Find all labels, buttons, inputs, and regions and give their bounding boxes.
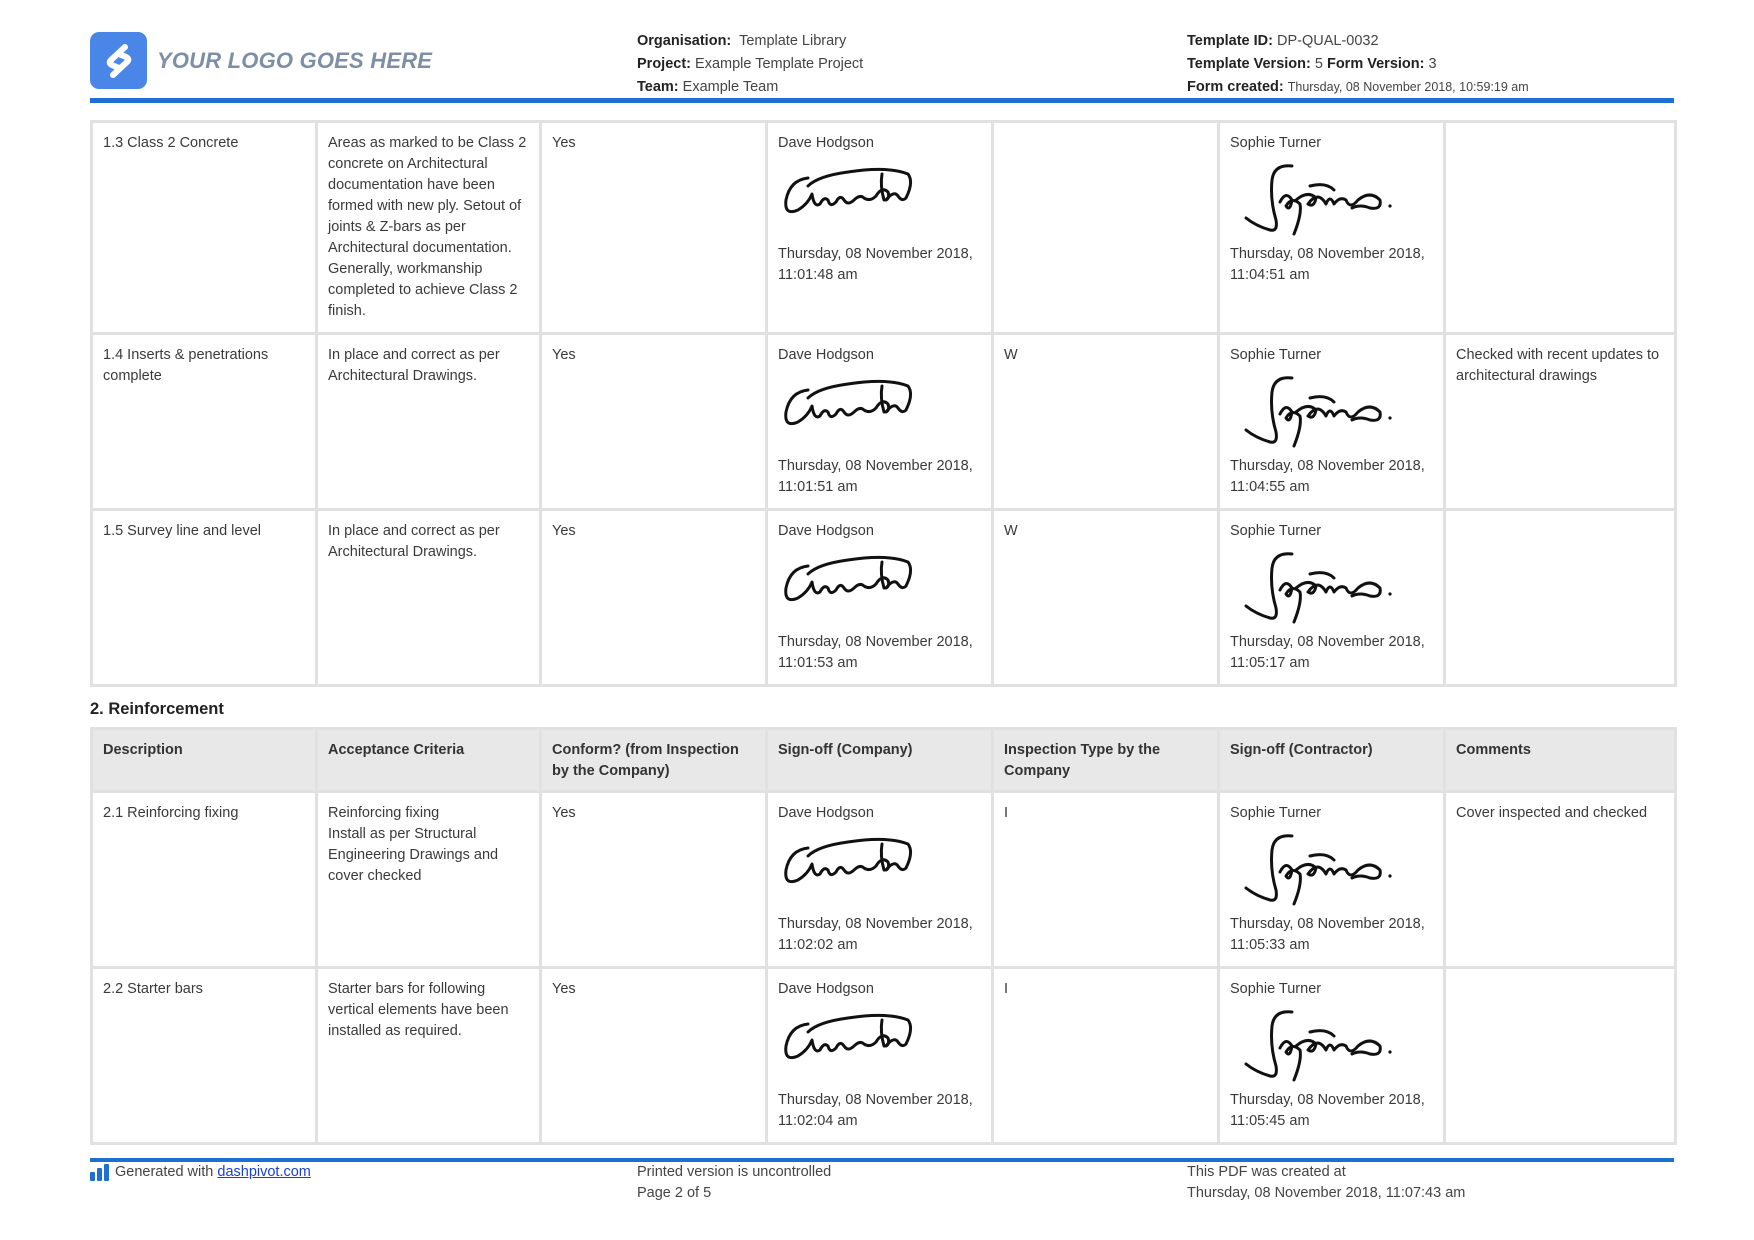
acceptance-criteria-line: Starter bars for following vertical elements have been installed as required. — [328, 981, 509, 1039]
dashpivot-bars-icon — [90, 1164, 109, 1181]
header-meta-project — [637, 30, 863, 99]
signature-company — [778, 1006, 981, 1084]
signoff-company-time: 11:01:51 am — [778, 479, 858, 495]
signoff-contractor-time: 11:04:55 am — [1230, 479, 1310, 495]
signoff-company-cell — [767, 510, 993, 686]
signature-contractor — [1230, 1006, 1433, 1084]
signature-contractor-image — [1230, 548, 1400, 624]
signoff-contractor-cell — [1219, 968, 1445, 1144]
section2-table — [90, 727, 1677, 1145]
signoff-contractor-time: 11:04:51 am — [1230, 267, 1310, 283]
column-header-conform: Conform? (from Inspection by the Company) — [541, 729, 767, 792]
signature-contractor — [1230, 830, 1433, 908]
template-id-label: Template ID: — [1187, 33, 1273, 49]
comments-cell: Cover inspected and checked — [1445, 792, 1676, 968]
signoff-company-date: Thursday, 08 November 2018, — [778, 916, 973, 932]
signature-company-image — [778, 548, 928, 618]
template-id-value: DP-QUAL-0032 — [1276, 33, 1379, 49]
signoff-contractor-cell — [1219, 792, 1445, 968]
comments-cell: Checked with recent updates to architectural drawings — [1445, 334, 1676, 510]
column-header-signoff-contractor: Sign-off (Contractor) — [1219, 729, 1445, 792]
signoff-contractor-time: 11:05:17 am — [1230, 655, 1310, 671]
document-page — [90, 0, 1674, 1201]
signoff-contractor-time: 11:05:33 am — [1230, 937, 1310, 953]
signoff-company-cell — [767, 122, 993, 334]
signature-company-image — [778, 160, 928, 230]
table-row — [92, 792, 1676, 968]
signoff-contractor-date: Thursday, 08 November 2018, — [1230, 458, 1425, 474]
signature-company-image — [778, 830, 928, 900]
inspection-type-cell: W — [993, 510, 1219, 686]
inspection-type-cell — [993, 122, 1219, 334]
organisation-label: Organisation: — [637, 33, 732, 49]
signoff-contractor-name: Sophie Turner — [1230, 135, 1322, 151]
acceptance-criteria-cell — [317, 968, 541, 1144]
signature-company-image — [778, 1006, 928, 1076]
signature-contractor — [1230, 548, 1433, 626]
inspection-type-cell: I — [993, 968, 1219, 1144]
signature-company — [778, 830, 981, 908]
acceptance-criteria-cell — [317, 792, 541, 968]
acceptance-criteria-cell: In place and correct as per Architectural Drawings. — [317, 334, 541, 510]
signoff-contractor-time: 11:05:45 am — [1230, 1113, 1310, 1129]
signoff-company-date: Thursday, 08 November 2018, — [778, 1092, 973, 1108]
signoff-company-cell — [767, 792, 993, 968]
inspection-type-cell: I — [993, 792, 1219, 968]
signoff-contractor-date: Thursday, 08 November 2018, — [1230, 634, 1425, 650]
acceptance-criteria-line: Reinforcing fixing — [328, 805, 440, 821]
conform-cell: Yes — [541, 792, 767, 968]
signoff-company-date: Thursday, 08 November 2018, — [778, 634, 973, 650]
acceptance-criteria-cell: In place and correct as per Architectural Drawings. — [317, 510, 541, 686]
logo — [90, 32, 432, 89]
page-number: Page 2 of 5 — [637, 1185, 712, 1201]
comments-cell — [1445, 122, 1676, 334]
form-created-label: Form created: — [1187, 79, 1284, 95]
signoff-company-time: 11:01:53 am — [778, 655, 858, 671]
signoff-company-name: Dave Hodgson — [778, 805, 874, 821]
signoff-company-cell — [767, 968, 993, 1144]
section1-table — [90, 120, 1677, 687]
table-header-row — [92, 729, 1676, 792]
team-value: Example Team — [682, 79, 779, 95]
form-version-label: Form Version: — [1326, 56, 1425, 72]
table-row — [92, 122, 1676, 334]
table-row — [92, 968, 1676, 1144]
signoff-contractor-date: Thursday, 08 November 2018, — [1230, 916, 1425, 932]
signoff-contractor-cell — [1219, 510, 1445, 686]
footer-generated — [90, 1162, 311, 1183]
conform-cell: Yes — [541, 968, 767, 1144]
signoff-company-time: 11:02:02 am — [778, 937, 858, 953]
column-header-signoff-company: Sign-off (Company) — [767, 729, 993, 792]
signoff-contractor-date: Thursday, 08 November 2018, — [1230, 246, 1425, 262]
footer-print-info — [637, 1162, 831, 1204]
column-header-acceptance-criteria: Acceptance Criteria — [317, 729, 541, 792]
signoff-contractor-cell — [1219, 122, 1445, 334]
signoff-company-time: 11:01:48 am — [778, 267, 858, 283]
signature-contractor-image — [1230, 160, 1400, 236]
signoff-contractor-name: Sophie Turner — [1230, 523, 1322, 539]
signature-company — [778, 548, 981, 626]
column-header-description: Description — [92, 729, 317, 792]
signoff-company-date: Thursday, 08 November 2018, — [778, 246, 973, 262]
signoff-contractor-name: Sophie Turner — [1230, 981, 1322, 997]
signature-contractor-image — [1230, 372, 1400, 448]
comments-cell — [1445, 968, 1676, 1144]
signoff-company-date: Thursday, 08 November 2018, — [778, 458, 973, 474]
description-cell: 1.3 Class 2 Concrete — [92, 122, 317, 334]
team-label: Team: — [637, 79, 679, 95]
conform-cell: Yes — [541, 334, 767, 510]
logo-text: YOUR LOGO GOES HERE — [157, 47, 433, 73]
signoff-company-name: Dave Hodgson — [778, 347, 874, 363]
comments-cell — [1445, 510, 1676, 686]
dashpivot-link[interactable]: dashpivot.com — [217, 1164, 311, 1180]
header-divider — [90, 98, 1674, 103]
signoff-company-name: Dave Hodgson — [778, 135, 874, 151]
signoff-contractor-cell — [1219, 334, 1445, 510]
form-version-value: 3 — [1428, 56, 1437, 72]
footer-created-info — [1187, 1162, 1465, 1204]
signoff-contractor-date: Thursday, 08 November 2018, — [1230, 1092, 1425, 1108]
description-cell: 2.1 Reinforcing fixing — [92, 792, 317, 968]
signature-company — [778, 160, 981, 238]
table-row — [92, 334, 1676, 510]
description-cell: 2.2 Starter bars — [92, 968, 317, 1144]
signature-contractor — [1230, 160, 1433, 238]
project-label: Project: — [637, 56, 691, 72]
signature-company — [778, 372, 981, 450]
section-title: 2. Reinforcement — [90, 700, 224, 718]
pdf-created-value: Thursday, 08 November 2018, 11:07:43 am — [1187, 1185, 1466, 1201]
signature-contractor-image — [1230, 830, 1400, 906]
conform-cell: Yes — [541, 510, 767, 686]
template-version-label: Template Version: — [1187, 56, 1311, 72]
signoff-company-name: Dave Hodgson — [778, 981, 874, 997]
signoff-company-cell — [767, 334, 993, 510]
uncontrolled-notice: Printed version is uncontrolled — [637, 1164, 832, 1180]
template-version-value: 5 — [1314, 56, 1323, 72]
conform-cell: Yes — [541, 122, 767, 334]
description-cell: 1.4 Inserts & penetrations complete — [92, 334, 317, 510]
logo-s-icon — [90, 32, 147, 89]
generated-prefix: Generated with — [115, 1164, 214, 1180]
acceptance-criteria-line: Install as per Structural Engineering Drawings and cover checked — [328, 826, 499, 884]
signature-contractor-image — [1230, 1006, 1400, 1082]
acceptance-criteria-cell: Areas as marked to be Class 2 concrete on Architectural documentation have been formed with new ply. Setout of joints & Z-bars as per Architectural documentation. Generally, workmanship completed to achieve Class 2 finish. — [317, 122, 541, 334]
page-header — [90, 0, 1674, 106]
signature-contractor — [1230, 372, 1433, 450]
organisation-value: Template Library — [739, 33, 847, 49]
column-header-comments: Comments — [1445, 729, 1676, 792]
signoff-contractor-name: Sophie Turner — [1230, 805, 1322, 821]
form-created-value: Thursday, 08 November 2018, 10:59:19 am — [1287, 80, 1529, 94]
signature-company-image — [778, 372, 928, 442]
pdf-created-label: This PDF was created at — [1187, 1164, 1346, 1180]
column-header-inspection-type: Inspection Type by the Company — [993, 729, 1219, 792]
header-meta-template — [1187, 30, 1529, 99]
description-cell: 1.5 Survey line and level — [92, 510, 317, 686]
table-row — [92, 510, 1676, 686]
project-value: Example Template Project — [695, 56, 864, 72]
signoff-contractor-name: Sophie Turner — [1230, 347, 1322, 363]
signoff-company-name: Dave Hodgson — [778, 523, 874, 539]
inspection-type-cell: W — [993, 334, 1219, 510]
signoff-company-time: 11:02:04 am — [778, 1113, 858, 1129]
